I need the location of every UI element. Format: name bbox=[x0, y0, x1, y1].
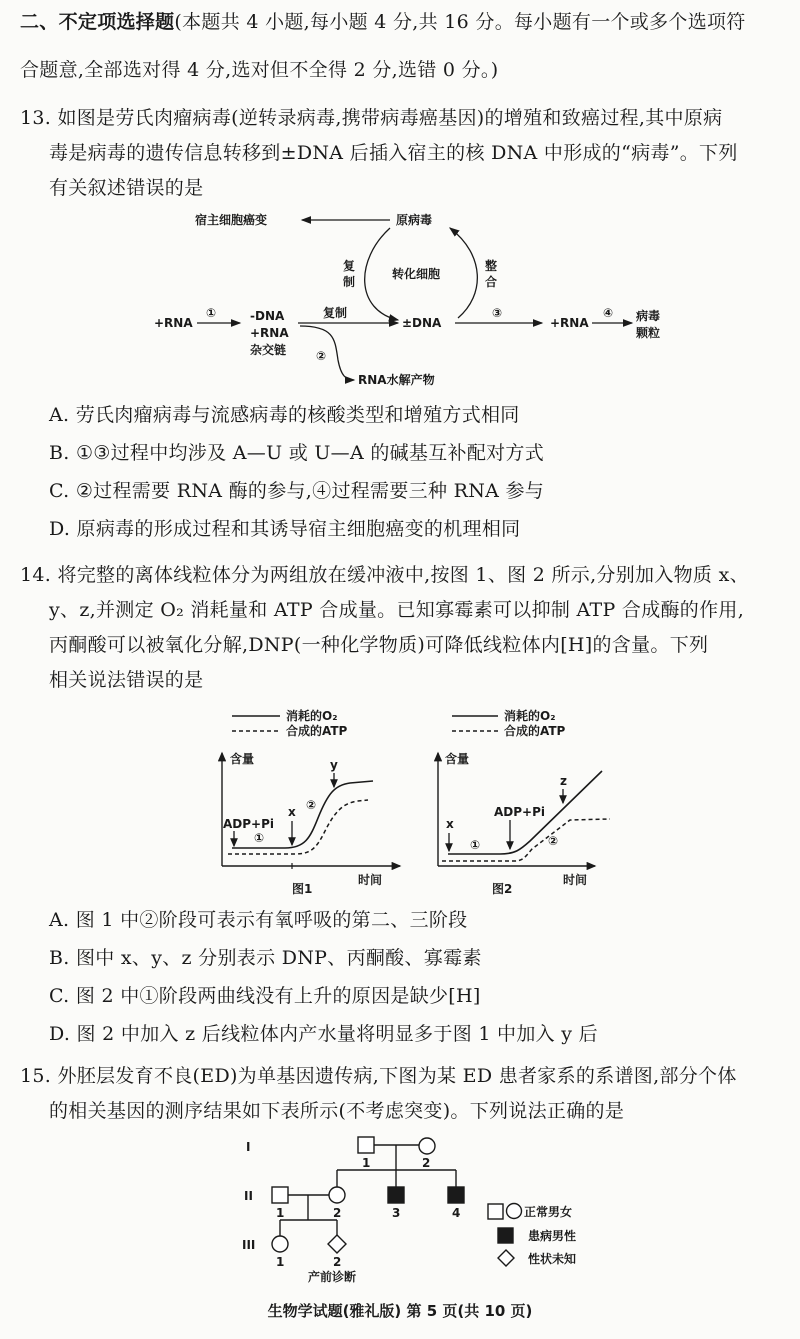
host-cancer-label: 宿主细胞癌变 bbox=[195, 213, 268, 227]
figure-caption: 图2 bbox=[492, 882, 513, 896]
i2-female bbox=[419, 1138, 435, 1154]
gen-iii-label: III bbox=[242, 1238, 256, 1252]
q14-stem-line: 相关说法错误的是 bbox=[49, 669, 204, 691]
step2-label: ② bbox=[316, 349, 327, 363]
q14-option-d: D. 图 2 中加入 z 后线粒体内产水量将明显多于图 1 中加入 y 后 bbox=[49, 1023, 598, 1045]
stage-2-label: ② bbox=[548, 834, 559, 848]
prenatal-label: 产前诊断 bbox=[308, 1270, 357, 1284]
q14-stem-line: y、z,并测定 O₂ 消耗量和 ATP 合成量。已知寡霉素可以抑制 ATP 合成酶的作用, bbox=[49, 599, 745, 621]
virus-particle-2: 颗粒 bbox=[636, 326, 660, 340]
legend-normal-male-icon bbox=[488, 1204, 503, 1219]
section-heading: 二、不定项选择题 bbox=[20, 11, 175, 33]
legend-dashed-label: 合成的ATP bbox=[504, 724, 566, 738]
legend-affected-male-icon bbox=[498, 1228, 513, 1243]
iii2-unknown bbox=[328, 1235, 346, 1253]
q13-stem-line: 毒是病毒的遗传信息转移到±DNA 后插入宿主的核 DNA 中形成的“病毒”。下列 bbox=[49, 142, 738, 164]
i2-number: 2 bbox=[422, 1156, 431, 1170]
transformed-cell-label: 转化细胞 bbox=[392, 267, 441, 281]
legend-normal-female-icon bbox=[507, 1204, 522, 1219]
marker-adp-label: ADP+Pi bbox=[494, 805, 546, 819]
arrow-step2 bbox=[300, 326, 354, 380]
q15-stem-line: 15. 外胚层发育不良(ED)为单基因遗传病,下图为某 ED 患者家系的系谱图,部分个体 bbox=[20, 1065, 737, 1087]
pm-dna-label: ±DNA bbox=[402, 316, 442, 330]
ii1-male bbox=[272, 1187, 288, 1203]
iii1-number: 1 bbox=[276, 1255, 285, 1269]
q13-option-d: D. 原病毒的形成过程和其诱导宿主细胞癌变的机理相同 bbox=[49, 518, 521, 540]
marker-x-label: x bbox=[288, 805, 296, 819]
ii3-number: 3 bbox=[392, 1206, 401, 1220]
marker-z-label: z bbox=[560, 774, 567, 788]
minus-dna-label: -DNA bbox=[250, 309, 285, 323]
q13-option-c: C. ②过程需要 RNA 酶的参与,④过程需要三种 RNA 参与 bbox=[49, 480, 545, 502]
figure-2 bbox=[420, 703, 620, 898]
stage-1-label: ① bbox=[254, 831, 265, 845]
y-axis-label: 含量 bbox=[230, 752, 255, 766]
marker-x-label: x bbox=[446, 817, 454, 831]
hybrid-chain-label: 杂交链 bbox=[250, 343, 287, 357]
legend-solid-label: 消耗的O₂ bbox=[504, 709, 556, 723]
page-footer: 生物学试题(雅礼版) 第 5 页(共 10 页) bbox=[267, 1302, 533, 1320]
provirus-label: 原病毒 bbox=[396, 213, 433, 227]
step3-label: ③ bbox=[492, 306, 503, 320]
figure-1 bbox=[210, 703, 410, 898]
pedigree-chart bbox=[230, 1130, 610, 1290]
replicate-v2: 制 bbox=[343, 275, 356, 289]
figure-caption: 图1 bbox=[292, 882, 313, 896]
marker-y-label: y bbox=[330, 758, 338, 772]
q15-stem-line: 的相关基因的测序结果如下表所示(不考虑突变)。下列说法正确的是 bbox=[49, 1100, 625, 1122]
q14-option-a: A. 图 1 中②阶段可表示有氧呼吸的第二、三阶段 bbox=[49, 909, 468, 931]
section-intro-line1 bbox=[20, 10, 746, 34]
step4-label: ④ bbox=[603, 306, 614, 320]
legend-solid-label: 消耗的O₂ bbox=[286, 709, 338, 723]
iii2-number: 2 bbox=[333, 1255, 342, 1269]
q13-option-b: B. ①③过程中均涉及 A—U 或 U—A 的碱基互补配对方式 bbox=[49, 442, 545, 464]
q14-option-b: B. 图中 x、y、z 分别表示 DNP、丙酮酸、寡霉素 bbox=[49, 947, 482, 969]
plus-rna-start: +RNA bbox=[154, 316, 193, 330]
legend-affected-label: 患病男性 bbox=[528, 1229, 577, 1243]
iii1-female bbox=[272, 1236, 288, 1252]
legend-dashed-label: 合成的ATP bbox=[286, 724, 348, 738]
q13-virus-diagram bbox=[140, 200, 660, 395]
y-axis-label: 含量 bbox=[445, 752, 470, 766]
replicate-v1: 复 bbox=[343, 259, 356, 273]
step1-label: ① bbox=[206, 306, 217, 320]
gen-i-label: I bbox=[246, 1140, 251, 1154]
legend-unknown-icon bbox=[498, 1250, 514, 1266]
i1-male bbox=[358, 1137, 374, 1153]
rna-products-label: RNA水解产物 bbox=[358, 373, 435, 387]
marker-adp-label: ADP+Pi bbox=[223, 817, 275, 831]
ii1-number: 1 bbox=[276, 1206, 285, 1220]
ii3-affected-male bbox=[388, 1187, 404, 1203]
stage-2-label: ② bbox=[306, 798, 317, 812]
section-intro-line2: 合题意,全部选对得 4 分,选对但不全得 2 分,选错 0 分。) bbox=[20, 59, 499, 81]
q13-stem-line: 有关叙述错误的是 bbox=[49, 177, 204, 199]
q14-stem-line: 14. 将完整的离体线粒体分为两组放在缓冲液中,按图 1、图 2 所示,分别加入物质 x、 bbox=[20, 564, 749, 586]
q14-stem-line: 丙酮酸可以被氧化分解,DNP(一种化学物质)可降低线粒体内[H]的含量。下列 bbox=[49, 634, 709, 656]
replicate-h-label: 复制 bbox=[323, 306, 348, 320]
integrate-v1: 整 bbox=[485, 259, 498, 273]
q14-option-c: C. 图 2 中①阶段两曲线没有上升的原因是缺少[H] bbox=[49, 985, 481, 1007]
i1-number: 1 bbox=[362, 1156, 371, 1170]
integrate-v2: 合 bbox=[485, 275, 498, 289]
legend-unknown-label: 性状未知 bbox=[528, 1252, 577, 1266]
ii4-number: 4 bbox=[452, 1206, 461, 1220]
stage-1-label: ① bbox=[470, 838, 481, 852]
ii4-affected-male bbox=[448, 1187, 464, 1203]
gen-ii-label: II bbox=[244, 1189, 253, 1203]
ii2-female bbox=[329, 1187, 345, 1203]
q13-stem-line: 13. 如图是劳氏肉瘤病毒(逆转录病毒,携带病毒癌基因)的增殖和致癌过程,其中原病 bbox=[20, 107, 723, 129]
virus-particle-1: 病毒 bbox=[636, 309, 660, 323]
section-intro-text: (本题共 4 小题,每小题 4 分,共 16 分。每小题有一个或多个选项符 bbox=[174, 11, 746, 33]
arrow-integrate-curve bbox=[450, 228, 477, 318]
plus-rna-hybrid: +RNA bbox=[250, 326, 289, 340]
x-axis-label: 时间 bbox=[563, 873, 588, 887]
x-axis-label: 时间 bbox=[358, 873, 383, 887]
ii2-number: 2 bbox=[333, 1206, 342, 1220]
q13-option-a: A. 劳氏肉瘤病毒与流感病毒的核酸类型和增殖方式相同 bbox=[49, 404, 520, 426]
plus-rna-end: +RNA bbox=[550, 316, 589, 330]
legend-normal-label: 正常男女 bbox=[524, 1205, 573, 1219]
